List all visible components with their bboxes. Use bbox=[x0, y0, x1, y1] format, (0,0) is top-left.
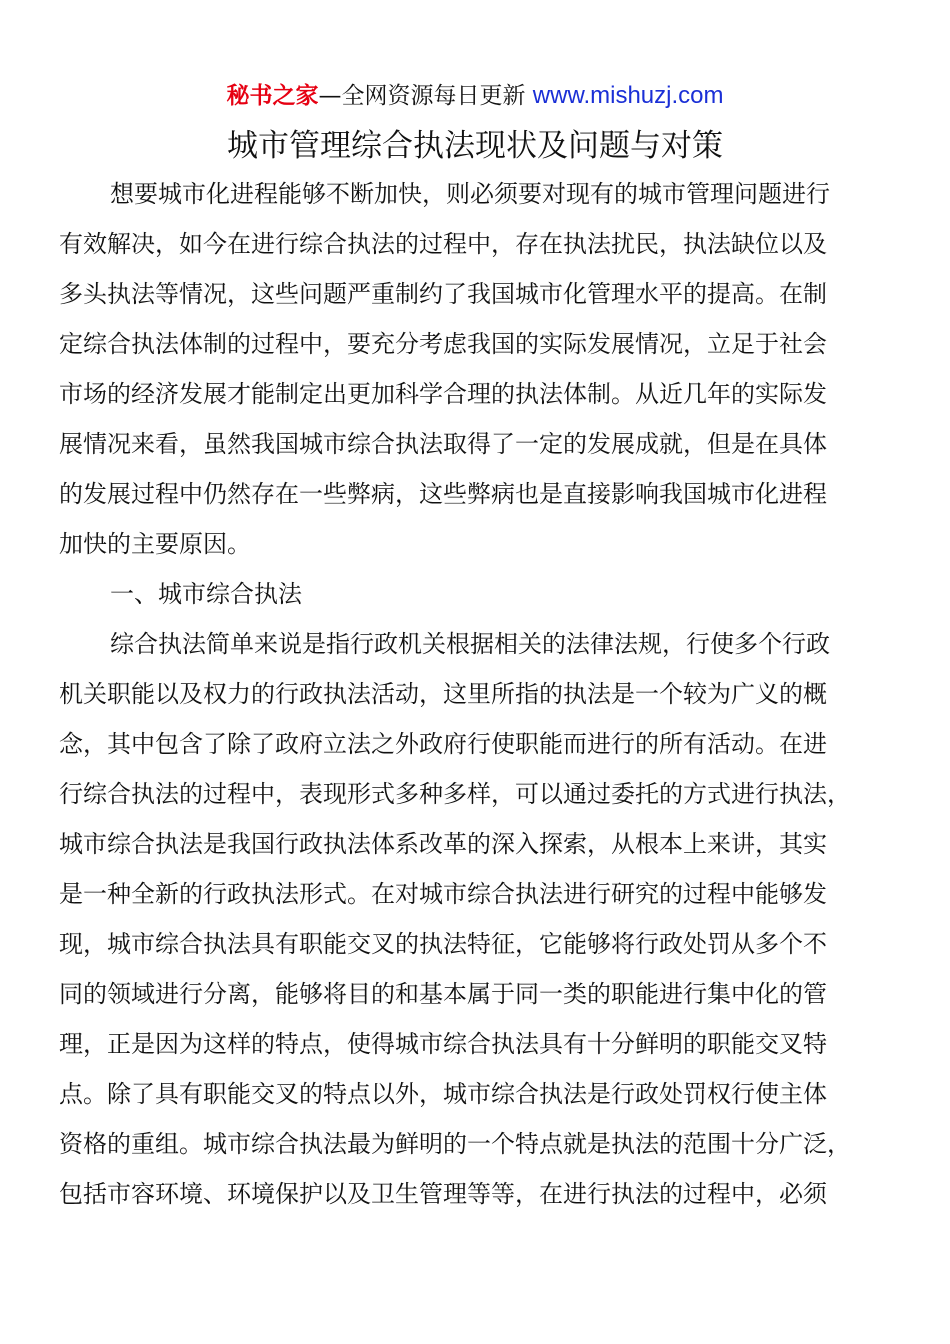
paragraph-line: 综合执法简单来说是指行政机关根据相关的法律法规，行使多个行政 bbox=[110, 630, 830, 658]
paragraph-line: 理，正是因为这样的特点，使得城市综合执法具有十分鲜明的职能交叉特 bbox=[59, 1030, 827, 1058]
paragraph-line: 展情况来看，虽然我国城市综合执法取得了一定的发展成就，但是在具体 bbox=[59, 430, 827, 458]
site-url-link[interactable]: www.mishuzj.com bbox=[532, 82, 724, 109]
paragraph-line: 多头执法等情况，这些问题严重制约了我国城市化管理水平的提高。在制 bbox=[59, 280, 827, 308]
paragraph-line: 现，城市综合执法具有职能交叉的执法特征，它能够将行政处罚从多个不 bbox=[59, 930, 827, 958]
paragraph-line: 定综合执法体制的过程中，要充分考虑我国的实际发展情况，立足于社会 bbox=[59, 330, 827, 358]
paragraph-line: 加快的主要原因。 bbox=[59, 530, 251, 558]
paragraph-line: 市场的经济发展才能制定出更加科学合理的执法体制。从近几年的实际发 bbox=[59, 380, 827, 408]
paragraph-line: 想要城市化进程能够不断加快，则必须要对现有的城市管理问题进行 bbox=[110, 180, 830, 208]
paragraph-line: 机关职能以及权力的行政执法活动，这里所指的执法是一个较为广义的概 bbox=[59, 680, 827, 708]
paragraph-line: 的发展过程中仍然存在一些弊病，这些弊病也是直接影响我国城市化进程 bbox=[59, 480, 827, 508]
site-brand: 秘书之家 bbox=[226, 83, 319, 109]
site-slogan: —全网资源每日更新 bbox=[318, 83, 526, 109]
paragraph-line: 行综合执法的过程中，表现形式多种多样，可以通过委托的方式进行执法， bbox=[59, 780, 851, 808]
paragraph-line: 包括市容环境、环境保护以及卫生管理等等，在进行执法的过程中，必须 bbox=[59, 1180, 827, 1208]
paragraph-line: 有效解决，如今在进行综合执法的过程中，存在执法扰民，执法缺位以及 bbox=[59, 230, 827, 258]
section-heading: 一、城市综合执法 bbox=[110, 580, 302, 608]
paragraph-line: 城市综合执法是我国行政执法体系改革的深入探索，从根本上来讲，其实 bbox=[59, 830, 827, 858]
paragraph-line: 是一种全新的行政执法形式。在对城市综合执法进行研究的过程中能够发 bbox=[59, 880, 827, 908]
paragraph-line: 念，其中包含了除了政府立法之外政府行使职能而进行的所有活动。在进 bbox=[59, 730, 827, 758]
site-header bbox=[0, 80, 950, 112]
paragraph-line: 同的领域进行分离，能够将目的和基本属于同一类的职能进行集中化的管 bbox=[59, 980, 827, 1008]
document-title: 城市管理综合执法现状及问题与对策 bbox=[227, 128, 723, 164]
paragraph-line: 点。除了具有职能交叉的特点以外，城市综合执法是行政处罚权行使主体 bbox=[59, 1080, 827, 1108]
paragraph-line: 资格的重组。城市综合执法最为鲜明的一个特点就是执法的范围十分广泛， bbox=[59, 1130, 851, 1158]
